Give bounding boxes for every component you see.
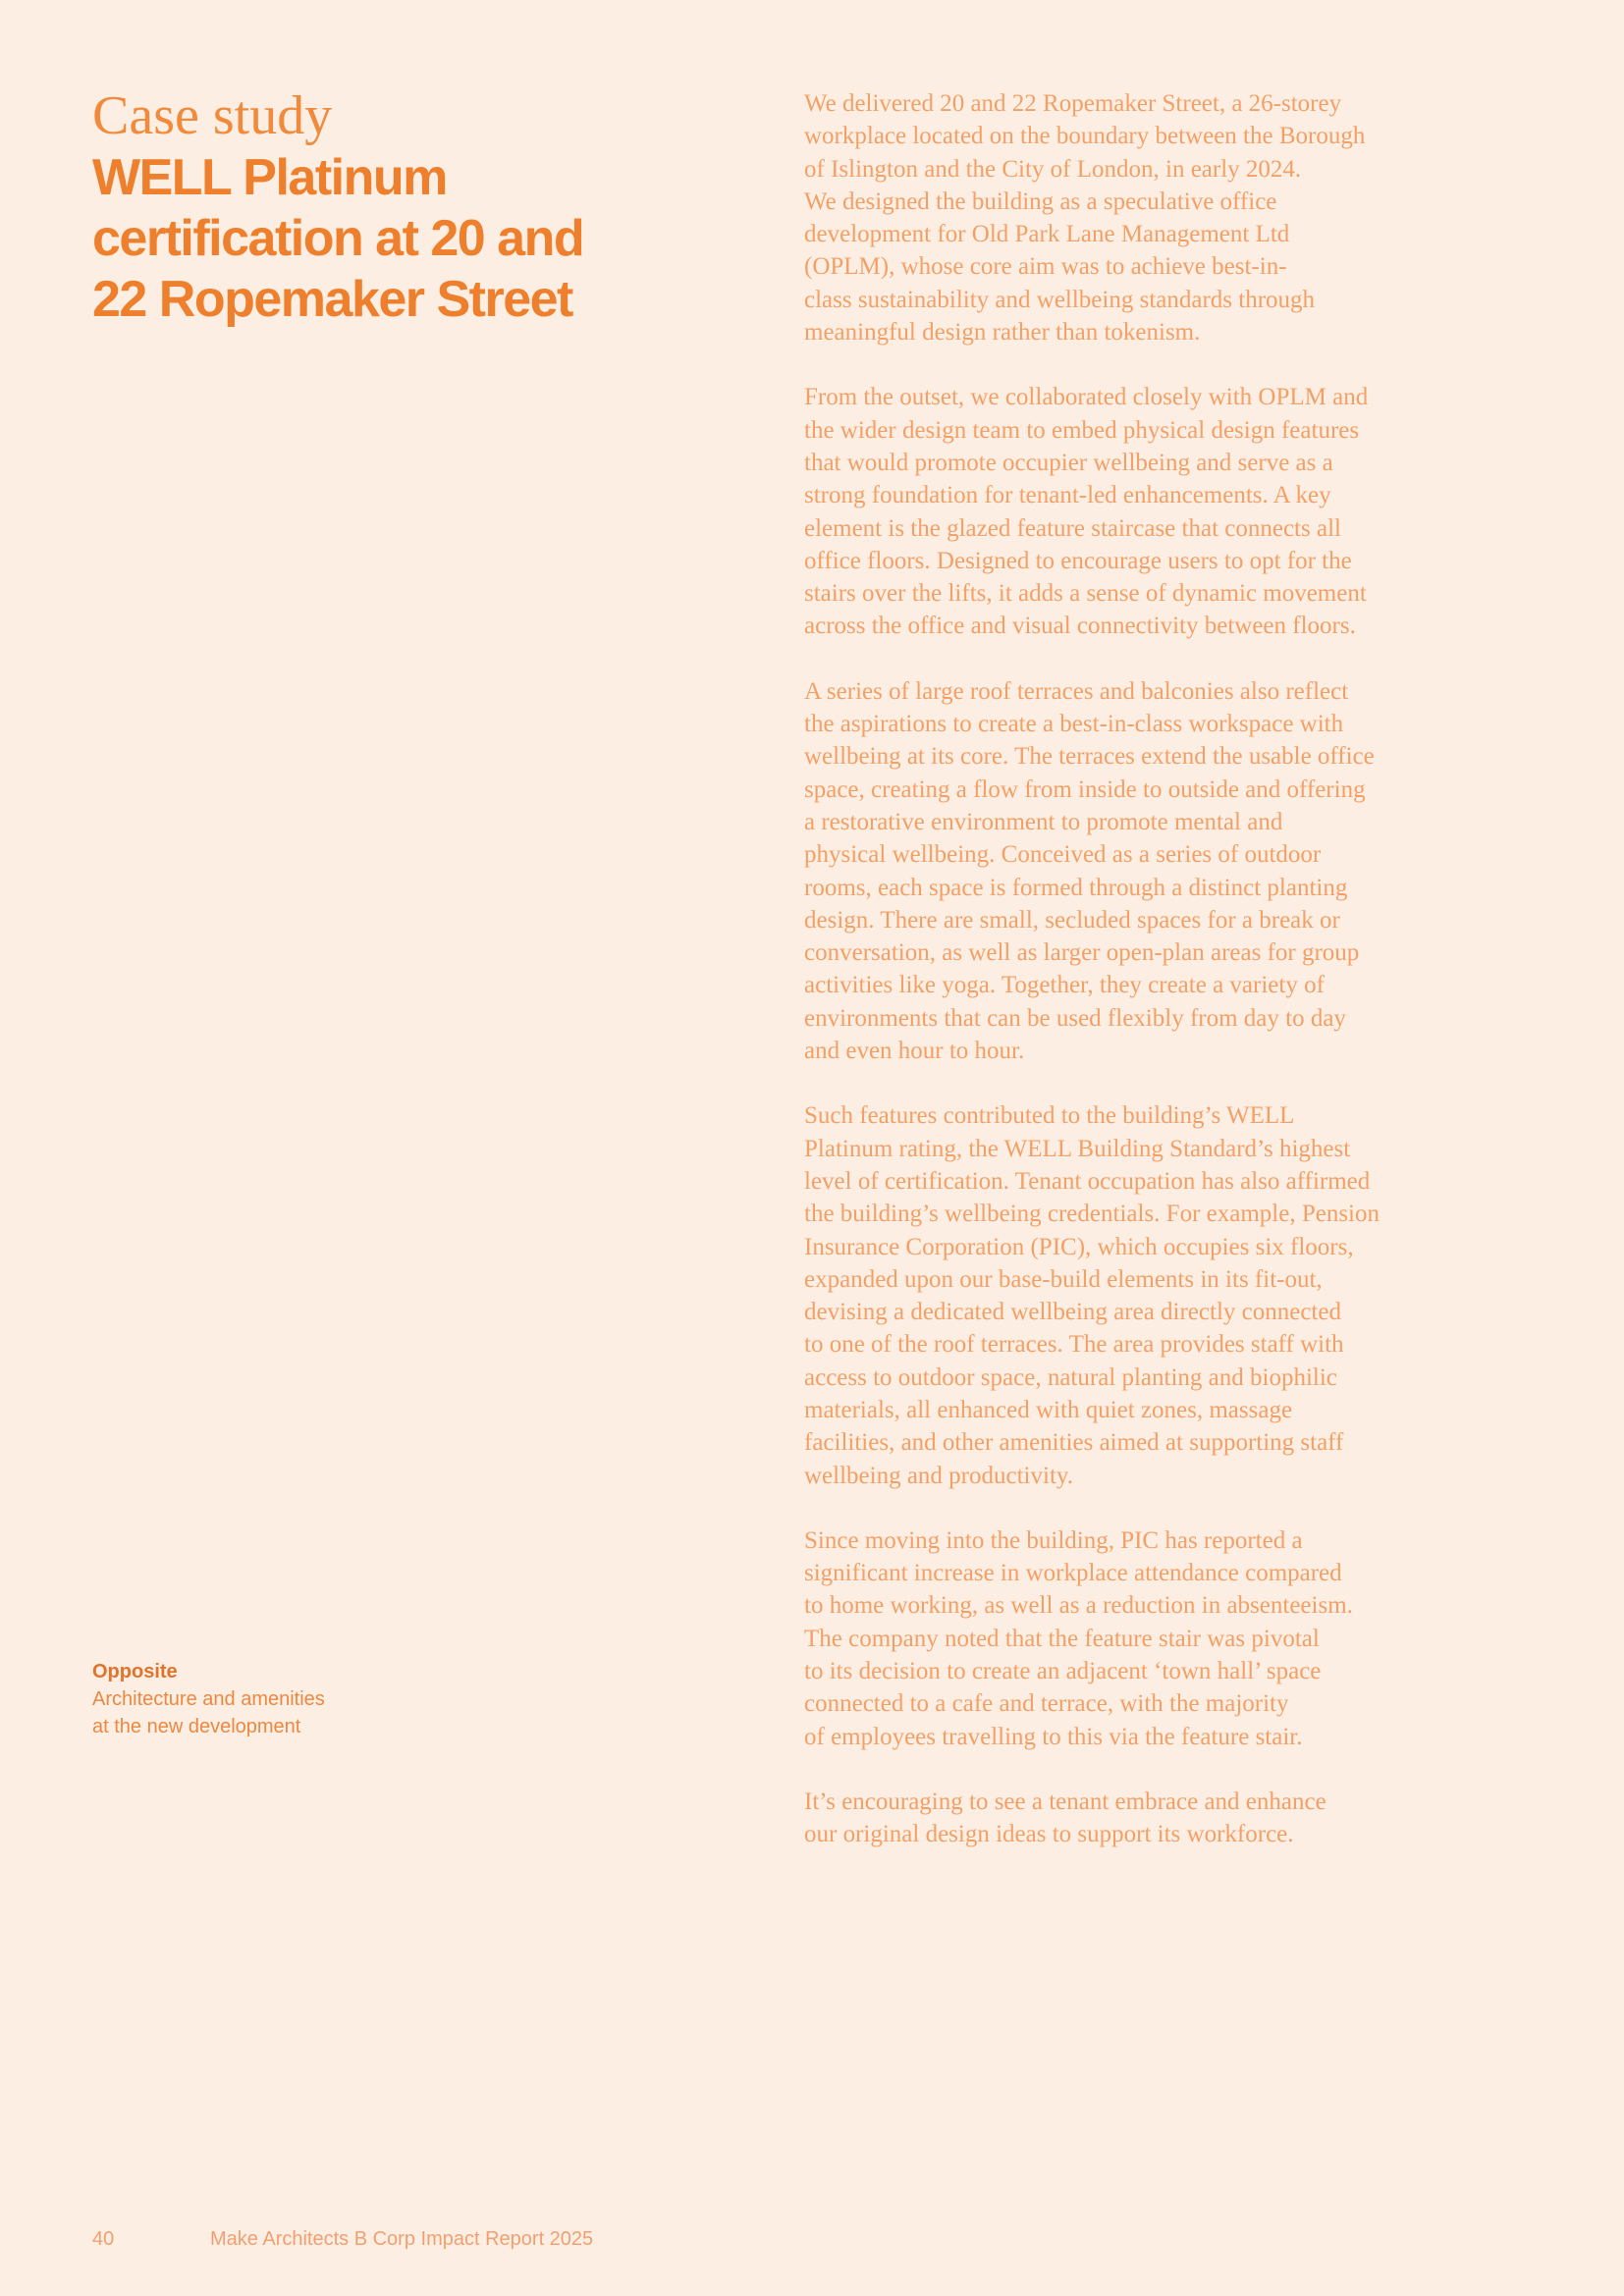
text-line: the aspirations to create a best-in-class workspace with <box>804 711 1344 738</box>
text-line: physical wellbeing. Conceived as a series of outdoor <box>804 841 1322 869</box>
caption-line: Architecture and amenities <box>92 1688 325 1710</box>
text-line: (OPLM), whose core aim was to achieve best-in- <box>804 253 1287 281</box>
text-line: element is the glazed feature staircase that connects all <box>804 514 1341 542</box>
paragraph-outcomes <box>804 1524 1491 1753</box>
text-line: the wider design team to embed physical design features <box>804 416 1360 444</box>
text-line: to its decision to create an adjacent ‘town hall’ space <box>804 1658 1322 1685</box>
text-line: development for Old Park Lane Management Ltd <box>804 221 1290 248</box>
text-line: access to outdoor space, natural planting and biophilic <box>804 1363 1337 1391</box>
body-text <box>804 87 1491 1884</box>
text-line: strong foundation for tenant-led enhancements. A key <box>804 482 1331 509</box>
text-line: class sustainability and wellbeing standards through <box>804 286 1316 313</box>
text-line: wellbeing at its core. The terraces extend the usable office <box>804 743 1375 771</box>
text-line: of Islington and the City of London, in early 2024. <box>804 155 1302 183</box>
text-line: level of certification. Tenant occupation has also affirmed <box>804 1167 1371 1195</box>
paragraph-certification <box>804 1099 1491 1492</box>
title-line: certification at 20 and <box>92 210 584 267</box>
text-line: We delivered 20 and 22 Ropemaker Street, a 26-storey <box>804 90 1342 117</box>
paragraph-intro <box>804 87 1491 348</box>
text-line: environments that can be used flexibly from day to day <box>804 1004 1346 1032</box>
text-line: our original design ideas to support its workforce. <box>804 1821 1294 1848</box>
text-line: the building’s wellbeing credentials. For example, Pension <box>804 1201 1380 1228</box>
caption-title: Opposite <box>92 1661 178 1682</box>
text-line: conversation, as well as larger open-plan areas for group <box>804 939 1360 967</box>
page-title <box>92 147 701 330</box>
text-line: Such features contributed to the building’s WELL <box>804 1102 1295 1130</box>
paragraph-closing <box>804 1786 1491 1851</box>
text-line: activities like yoga. Together, they create a variety of <box>804 972 1325 999</box>
text-line: that would promote occupier wellbeing and serve as a <box>804 449 1333 476</box>
text-line: stairs over the lifts, it adds a sense of dynamic movement <box>804 580 1367 608</box>
text-line: It’s encouraging to see a tenant embrace and enhance <box>804 1788 1326 1815</box>
page-number: 40 <box>92 2228 115 2250</box>
text-line: wellbeing and productivity. <box>804 1462 1074 1489</box>
text-line: materials, all enhanced with quiet zones, massage <box>804 1396 1293 1423</box>
text-line: devising a dedicated wellbeing area directly connected <box>804 1299 1341 1326</box>
text-line: From the outset, we collaborated closely with OPLM and <box>804 384 1369 411</box>
title-line: WELL Platinum <box>92 149 447 206</box>
text-line: a restorative environment to promote mental and <box>804 808 1283 835</box>
text-line: facilities, and other amenities aimed at supporting staff <box>804 1429 1344 1457</box>
text-line: We designed the building as a speculative office <box>804 187 1277 215</box>
text-line: of employees travelling to this via the feature stair. <box>804 1723 1303 1750</box>
heading-block <box>92 84 701 330</box>
text-line: workplace located on the boundary between the Borough <box>804 123 1366 150</box>
text-line: Platinum rating, the WELL Building Standard’s highest <box>804 1135 1351 1162</box>
text-line: office floors. Designed to encourage users to opt for the <box>804 547 1352 574</box>
text-line: significant increase in workplace attendance compared <box>804 1560 1342 1587</box>
case-study-kicker: Case study <box>92 85 333 146</box>
text-line: Since moving into the building, PIC has reported a <box>804 1526 1303 1554</box>
text-line: to one of the roof terraces. The area provides staff with <box>804 1331 1344 1359</box>
text-line: Insurance Corporation (PIC), which occupies six floors, <box>804 1233 1354 1260</box>
text-line: rooms, each space is formed through a distinct planting <box>804 874 1348 901</box>
text-line: A series of large roof terraces and balconies also reflect <box>804 677 1349 705</box>
text-line: meaningful design rather than tokenism. <box>804 319 1201 347</box>
paragraph-collaboration <box>804 381 1491 642</box>
text-line: space, creating a flow from inside to outside and offering <box>804 775 1366 803</box>
text-line: expanded upon our base-build elements in its fit-out, <box>804 1265 1323 1293</box>
paragraph-terraces <box>804 675 1491 1068</box>
text-line: The company noted that the feature stair was pivotal <box>804 1625 1320 1652</box>
image-caption <box>92 1658 416 1740</box>
text-line: to home working, as well as a reduction in absenteeism. <box>804 1592 1353 1620</box>
text-line: design. There are small, secluded spaces for a break or <box>804 906 1340 934</box>
text-line: and even hour to hour. <box>804 1038 1025 1065</box>
text-line: across the office and visual connectivity between floors. <box>804 613 1356 640</box>
text-line: connected to a cafe and terrace, with the majority <box>804 1690 1289 1718</box>
report-title: Make Architects B Corp Impact Report 2025 <box>210 2228 594 2250</box>
caption-line: at the new development <box>92 1716 301 1737</box>
title-line: 22 Ropemaker Street <box>92 271 572 328</box>
